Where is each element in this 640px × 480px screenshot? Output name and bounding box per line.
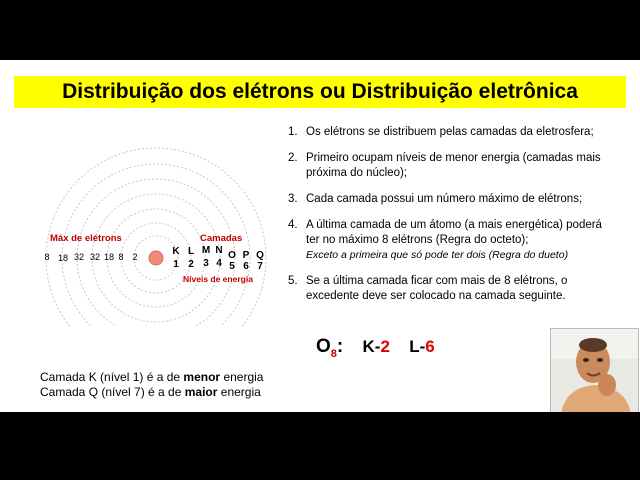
energy-levels-label: Níveis de energia [183, 274, 253, 284]
note-line-k [40, 370, 263, 385]
slide [0, 60, 640, 412]
oxygen-distribution [316, 336, 435, 360]
rule-text: Os elétrons se distribuem pelas camadas da eletrosfera; [306, 126, 594, 138]
note-line-q [40, 385, 263, 400]
rule-number: 3. [288, 193, 298, 205]
shell-letter-n: N [215, 245, 223, 256]
rule-number: 4. [288, 219, 298, 231]
max-value: 2 [132, 252, 138, 262]
element-symbol: O [316, 336, 331, 357]
rule-text: Se a última camada ficar com mais de 8 elétrons, o excedente deve ser colocado na camada seguinte. [306, 275, 568, 302]
rule-number: 1. [288, 126, 298, 138]
shell-number: 7 [257, 261, 263, 272]
rule-text: Cada camada possui um número máximo de elétrons; [306, 193, 583, 205]
slide-title: Distribuição dos elétrons ou Distribuição eletrônica [62, 80, 578, 103]
rule-body [306, 218, 618, 263]
shell-letter-p: P [242, 250, 250, 261]
max-value: 32 [89, 252, 100, 262]
max-value: 18 [103, 252, 114, 262]
shell-number: 3 [203, 258, 209, 269]
presenter-webcam [550, 328, 639, 412]
nucleus [149, 251, 163, 265]
presenter-image [551, 329, 639, 412]
formula-colon: : [336, 336, 344, 357]
max-electrons-label: Máx de elétrons [50, 233, 122, 244]
rule-text: A última camada de um átomo (a mais energética) poderá ter no máximo 8 elétrons (Regra do octeto); [306, 219, 602, 246]
shell-letter-k: K [172, 246, 180, 257]
note-bold: menor [183, 370, 221, 384]
rule-item [288, 218, 618, 263]
max-value: 32 [73, 252, 84, 262]
note-text: Camada Q (nível 7) é a de [40, 384, 185, 399]
shells-label: Camadas [200, 233, 243, 244]
shell-letter-m: M [201, 245, 211, 256]
shell-letter-o: O [228, 250, 236, 261]
note-bold: maior [184, 384, 218, 399]
l-shell-part [409, 337, 435, 356]
k-shell-letter: K- [362, 337, 381, 356]
max-value: 8 [44, 252, 50, 262]
max-value: 8 [118, 252, 124, 262]
rule-number: 5. [288, 275, 298, 287]
shell-letter-l: L [187, 246, 195, 257]
max-value: 18 [57, 253, 68, 263]
rule-note: Exceto a primeira que só pode ter dois (Regra do dueto) [306, 249, 569, 261]
shell-number: 6 [243, 261, 249, 272]
k-shell-value: 2 [380, 337, 390, 356]
rule-text: Primeiro ocupam níveis de menor energia (camadas mais próxima do núcleo); [306, 152, 601, 179]
atomic-number: 8 [330, 347, 337, 360]
rule-item [288, 274, 618, 304]
l-shell-letter: L- [409, 337, 426, 356]
shell-number: 2 [188, 259, 194, 270]
atom-diagram [0, 116, 290, 326]
note-text: energia [220, 370, 264, 384]
shell-number: 5 [229, 261, 235, 272]
note-text: Camada K (nível 1) é a de [40, 370, 184, 384]
rule-item [288, 192, 618, 207]
energy-note [40, 370, 263, 399]
k-shell-part [363, 337, 390, 356]
rules-list [288, 125, 618, 315]
shell-number: 4 [216, 258, 222, 269]
note-text: energia [217, 384, 261, 399]
rule-number: 2. [288, 152, 298, 164]
l-shell-value: 6 [425, 337, 435, 356]
shell-number: 1 [173, 259, 179, 270]
title-banner [14, 76, 626, 108]
shell-letter-q: Q [256, 250, 264, 261]
rule-item [288, 125, 618, 140]
rule-item [288, 151, 618, 181]
